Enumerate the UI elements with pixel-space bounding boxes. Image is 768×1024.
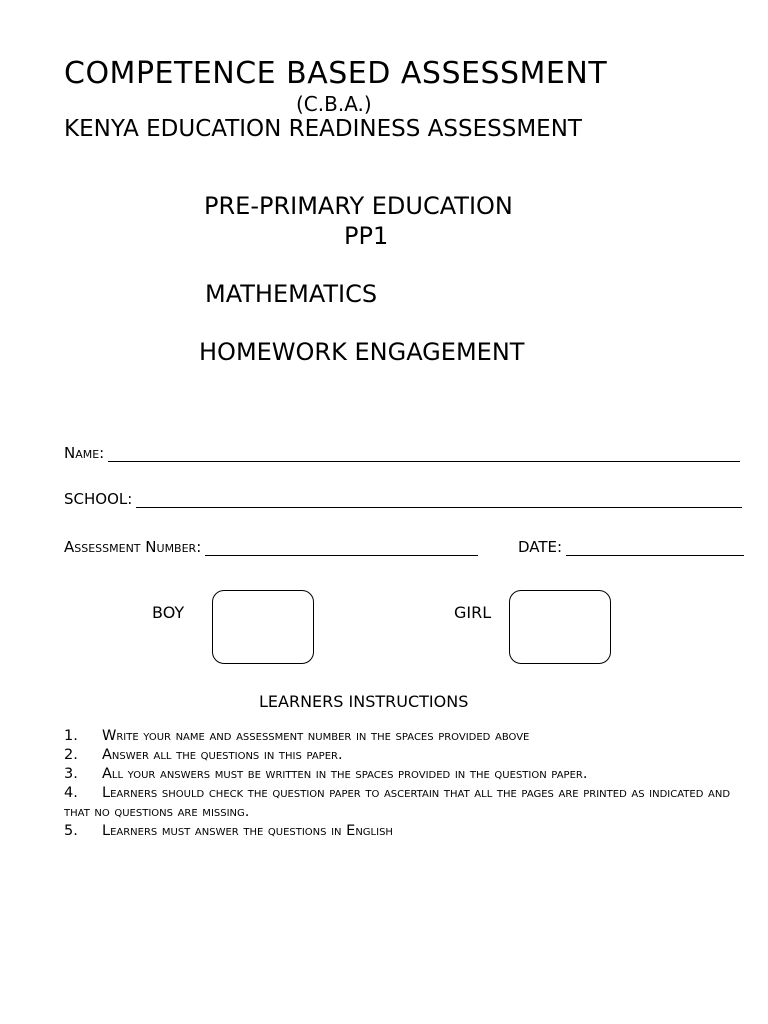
girl-checkbox[interactable] [509,590,611,664]
education-level: PRE-PRIMARY EDUCATION [204,192,513,220]
name-field-row [64,444,740,462]
school-field-line[interactable] [136,493,742,508]
girl-label: GIRL [454,603,492,622]
assessment-number-line[interactable] [205,541,478,556]
name-field-line[interactable] [108,447,740,462]
school-field-label: SCHOOL: [64,490,133,508]
instruction-item: 4. Learners should check the question paper to ascertain that all the pages are printed as indicated and that no questions are missing. [64,785,731,820]
instruction-item: 3. All your answers must be written in the spaces provided in the question paper. [64,766,588,782]
instruction-item: 5. Learners must answer the questions in English [64,823,393,839]
instruction-item: 1. Write your name and assessment number in the spaces provided above [64,728,530,744]
boy-label: BOY [152,603,185,622]
assessment-number-label: Assessment Number: [64,538,202,556]
title-abbreviation: (C.B.A.) [296,92,372,116]
instructions-list [64,727,744,841]
date-field-row [518,538,744,556]
date-field-label: DATE: [518,538,563,556]
paper-type-label: HOMEWORK ENGAGEMENT [199,338,525,366]
date-field-line[interactable] [566,541,744,556]
page-title: COMPETENCE BASED ASSESSMENT [64,56,608,91]
boy-checkbox[interactable] [212,590,314,664]
instructions-heading: LEARNERS INSTRUCTIONS [259,692,469,711]
instruction-item: 2. Answer all the questions in this paper. [64,747,343,763]
assessment-number-field-row [64,538,478,556]
subject-label: MATHEMATICS [205,280,378,308]
grade-label: PP1 [344,222,389,250]
page-subtitle: KENYA EDUCATION READINESS ASSESSMENT [64,116,582,142]
name-field-label: Name: [64,444,105,462]
school-field-row [64,490,742,508]
